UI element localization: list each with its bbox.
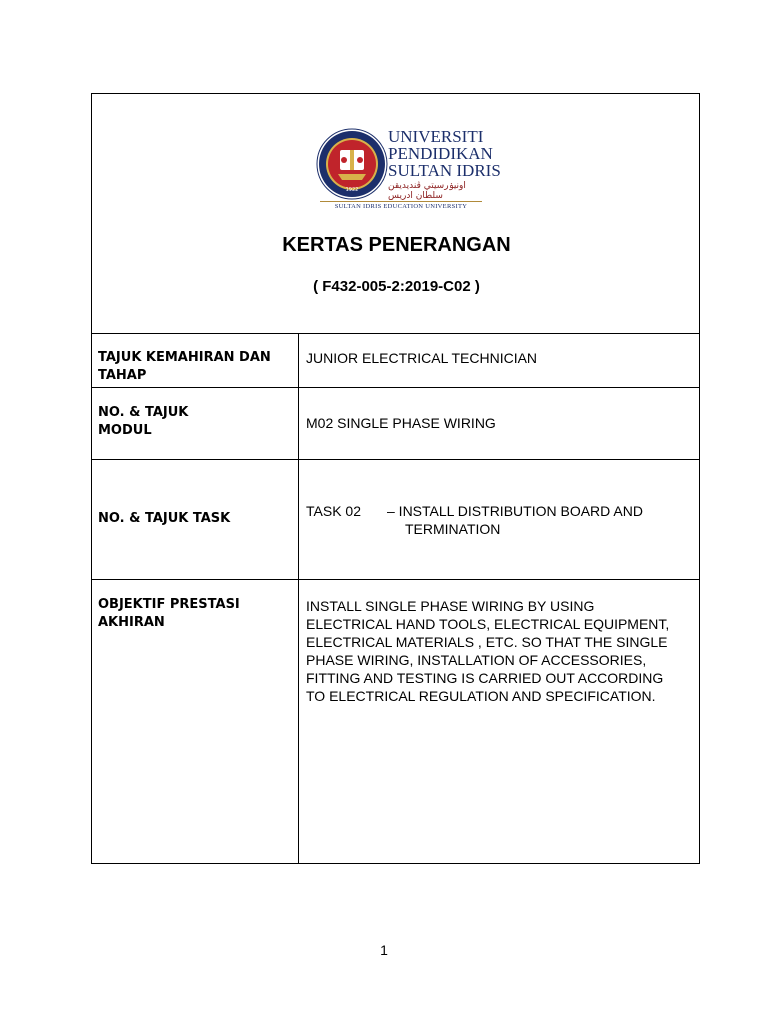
university-name	[388, 127, 501, 201]
university-seal-icon	[316, 128, 388, 200]
table-row-skill	[92, 334, 699, 388]
table-row-module	[92, 388, 699, 460]
row-value: INSTALL SINGLE PHASE WIRING BY USING ELECTRICAL HAND TOOLS, ELECTRICAL EQUIPMENT, ELECTRICAL MATERIALS , ETC. SO THAT THE SINGLE PHASE WIRING, INSTALLATION OF ACCESSORIES, FITTING AND TESTING IS CARRIED OUT ACCORDING TO ELECTRICAL REGULATION AND SPECIFICATION.	[306, 598, 670, 704]
cover-table	[91, 93, 700, 864]
row-label: NO. & TAJUK MODUL	[98, 405, 189, 438]
page-number: 1	[380, 942, 388, 958]
upsi-logo	[316, 127, 501, 210]
university-line-2: PENDIDIKAN	[388, 144, 493, 163]
row-value: JUNIOR ELECTRICAL TECHNICIAN	[306, 350, 538, 366]
seal-year: 1922	[345, 187, 359, 193]
cover-header	[92, 94, 699, 334]
university-line-3: SULTAN IDRIS	[388, 161, 501, 180]
university-english-name: SULTAN IDRIS EDUCATION UNIVERSITY	[334, 203, 468, 210]
task-heading	[306, 503, 643, 519]
logo-divider	[320, 201, 482, 202]
row-label: NO. & TAJUK TASK	[98, 511, 231, 526]
document-code: ( F432-005-2:2019-C02 )	[313, 278, 480, 295]
row-label: TAJUK KEMAHIRAN DAN TAHAP	[98, 350, 271, 383]
university-name-jawi: اونيۏرسيتي ڤنديديقن سلطان ادريس	[388, 181, 466, 201]
table-row-objective	[92, 580, 699, 864]
row-label: OBJEKTIF PRESTASI AKHIRAN	[98, 597, 240, 630]
task-number: TASK 02	[306, 503, 361, 519]
row-value: M02 SINGLE PHASE WIRING	[306, 415, 496, 431]
task-title-line-1: – INSTALL DISTRIBUTION BOARD AND	[387, 503, 643, 519]
task-title-line-2: TERMINATION	[405, 521, 501, 537]
row-value	[306, 502, 696, 538]
university-line-1: UNIVERSITI	[388, 127, 484, 146]
table-row-task	[92, 460, 699, 580]
document-title: KERTAS PENERANGAN	[282, 234, 511, 256]
